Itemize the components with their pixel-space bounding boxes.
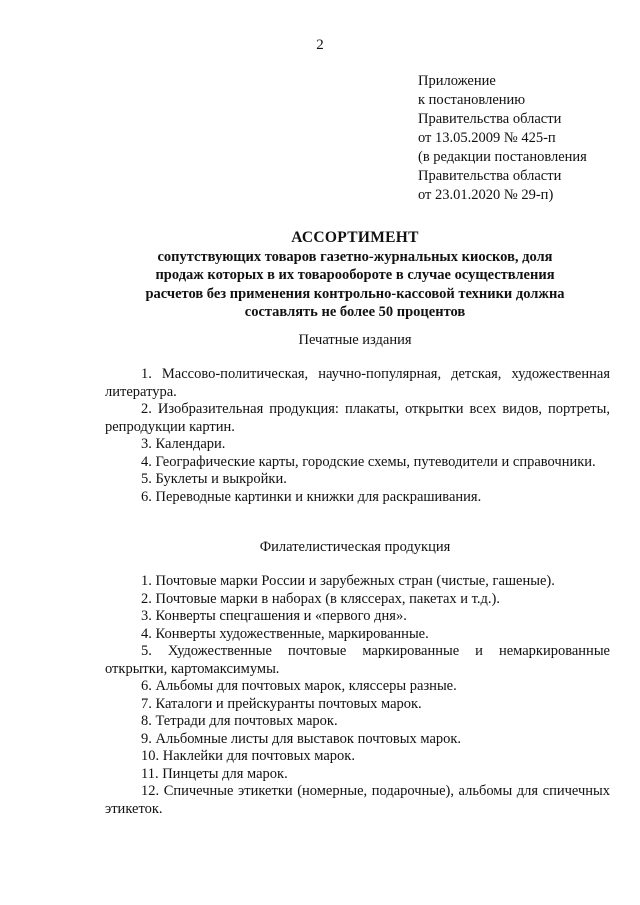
appendix-block (418, 72, 633, 205)
list-item: 3. Конверты спецгашения и «первого дня». (141, 608, 407, 624)
list-item: 1. Почтовые марки России и зарубежных стран (чистые, гашеные). (141, 573, 555, 589)
section-heading-philatelic: Филателистическая продукция (259, 539, 451, 555)
appendix-line: от 13.05.2009 № 425-п (418, 130, 556, 146)
main-title: АССОРТИМЕНТ (291, 229, 419, 246)
page-number: 2 (316, 37, 324, 53)
subtitle-line: расчетов без применения контрольно-кассовой техники должна (145, 285, 565, 302)
list-item: 4. Конверты художественные, маркированные. (141, 625, 429, 642)
list-item: 2. Почтовые марки в наборах (в кляссерах, пакетах и т.д.). (141, 590, 501, 607)
list-item: 1. Массово-политическая, научно-популярная, детская, художественная литература. (105, 366, 610, 400)
list-item: 12. Спичечные этикетки (номерные, подарочные), альбомы для спичечных этикеток. (105, 783, 610, 817)
subtitle-line: продаж которых в их товарообороте в случае осуществления (155, 267, 555, 283)
list-item: 11. Пинцеты для марок. (141, 765, 288, 782)
list-item: 6. Переводные картинки и книжки для раскрашивания. (141, 488, 482, 505)
list-item: 3. Календари. (141, 436, 226, 452)
subtitle-line: составлять не более 50 процентов (244, 304, 466, 320)
printed-items-list (105, 366, 610, 506)
list-item: 6. Альбомы для почтовых марок, кляссеры разные. (141, 678, 457, 694)
appendix-line: от 23.01.2020 № 29-п) (418, 187, 554, 203)
section-heading-printed: Печатные издания (298, 332, 412, 348)
list-item: 8. Тетради для почтовых марок. (141, 713, 338, 729)
subtitle-line: сопутствующих товаров газетно-журнальных киосков, доля (157, 248, 553, 265)
list-item: 7. Каталоги и прейскуранты почтовых марок. (141, 695, 422, 712)
list-item: 2. Изобразительная продукция: плакаты, открытки всех видов, портреты, репродукции картин. (105, 401, 610, 435)
appendix-line: к постановлению (418, 92, 526, 108)
appendix-line: Правительства области (418, 111, 562, 127)
list-item: 4. Географические карты, городские схемы, путеводители и справочники. (141, 453, 596, 470)
list-item: 10. Наклейки для почтовых марок. (141, 748, 355, 764)
list-item: 5. Буклеты и выкройки. (141, 471, 287, 487)
philatelic-items-list (105, 573, 610, 818)
document-title (105, 229, 605, 322)
appendix-line: Приложение (418, 73, 496, 89)
list-item: 9. Альбомные листы для выставок почтовых марок. (141, 730, 462, 747)
appendix-line: Правительства области (418, 168, 562, 184)
list-item: 5. Художественные почтовые маркированные и немаркированные открытки, картомаксимумы. (105, 643, 610, 677)
appendix-line: (в редакции постановления (418, 149, 587, 165)
